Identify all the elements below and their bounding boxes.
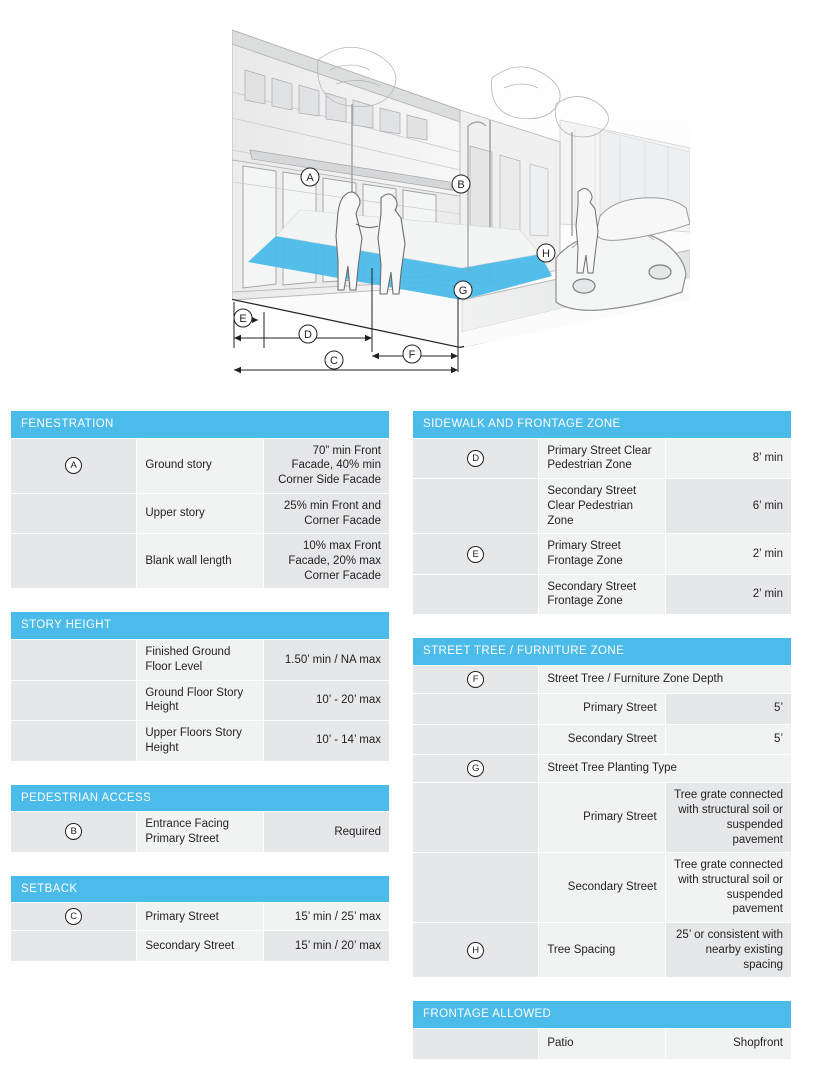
row-value: 10’ - 14’ max <box>263 721 389 761</box>
table-header-row <box>11 784 390 812</box>
callout-b <box>452 175 470 193</box>
table-row <box>413 665 792 693</box>
table-row <box>11 721 390 761</box>
row-key <box>11 931 137 962</box>
row-key <box>11 640 137 680</box>
row-key <box>413 853 539 923</box>
row-label: Entrance Facing Primary Street <box>137 812 263 852</box>
key-badge-empty <box>468 808 483 823</box>
row-value: 1.50’ min / NA max <box>263 640 389 680</box>
row-label: Secondary Street Clear Pedestrian Zone <box>539 479 665 534</box>
row-key <box>11 903 137 931</box>
row-label: Secondary Street <box>539 724 665 755</box>
key-badge-empty <box>66 650 81 665</box>
callout-h <box>537 244 555 262</box>
row-label: Finished Ground Floor Level <box>137 640 263 680</box>
row-label: Tree Spacing <box>539 923 665 978</box>
table-row <box>413 693 792 724</box>
row-value: 15’ min / 25’ max <box>263 903 389 931</box>
row-label: Ground story <box>137 438 263 493</box>
row-label: Secondary Street Frontage Zone <box>539 574 665 614</box>
table-row <box>413 853 792 923</box>
key-badge-empty <box>468 878 483 893</box>
table-row <box>11 680 390 720</box>
row-label: Secondary Street <box>137 931 263 962</box>
frontage-allowed-title: FRONTAGE ALLOWED <box>413 1001 792 1029</box>
row-value: Tree grate connected with structural soil or suspended pavement <box>665 783 791 853</box>
row-key <box>413 923 539 978</box>
table-header-row <box>413 411 792 439</box>
callout-d <box>299 325 317 343</box>
row-value: Tree grate connected with structural soil or suspended pavement <box>665 853 791 923</box>
row-key <box>413 724 539 755</box>
pedestrian-access-title: PEDESTRIAN ACCESS <box>11 784 390 812</box>
row-value: 25% min Front and Corner Facade <box>263 493 389 533</box>
row-value: 8’ min <box>665 438 791 478</box>
row-key <box>413 438 539 478</box>
callout-d-label: D <box>304 329 312 341</box>
table-row <box>11 903 390 931</box>
callout-f <box>403 345 421 363</box>
row-key <box>413 1028 539 1059</box>
sidewalk-frontage-title: SIDEWALK AND FRONTAGE ZONE <box>413 411 792 439</box>
key-badge-empty <box>468 699 483 714</box>
row-key <box>11 438 137 493</box>
key-badge-f: F <box>467 671 484 688</box>
row-value: Required <box>263 812 389 852</box>
street-tree-title: STREET TREE / FURNITURE ZONE <box>413 638 792 666</box>
row-key <box>413 755 539 783</box>
table-row <box>413 724 792 755</box>
row-label: Primary Street Clear Pedestrian Zone <box>539 438 665 478</box>
key-badge-h: H <box>467 942 484 959</box>
row-key <box>11 721 137 761</box>
streetscape-drawing <box>0 0 814 400</box>
row-label: Blank wall length <box>137 534 263 589</box>
table-row <box>413 923 792 978</box>
callout-e-label: E <box>239 313 247 325</box>
table-header-row <box>11 612 390 640</box>
row-label: Street Tree Planting Type <box>539 755 792 783</box>
table-setback <box>10 875 390 962</box>
row-value: 10% max Front Facade, 20% max Corner Facade <box>263 534 389 589</box>
table-header-row <box>413 1001 792 1029</box>
row-value: 15’ min / 20’ max <box>263 931 389 962</box>
table-row <box>11 493 390 533</box>
row-value: 5’ <box>665 724 791 755</box>
table-header-row <box>11 875 390 903</box>
row-value: 6’ min <box>665 479 791 534</box>
table-fenestration <box>10 410 390 589</box>
left-column <box>10 410 390 1082</box>
table-row <box>11 534 390 589</box>
row-value: 70” min Front Facade, 40% min Corner Side Facade <box>263 438 389 493</box>
table-row <box>11 812 390 852</box>
row-value: Shopfront <box>665 1028 791 1059</box>
key-badge-g: G <box>467 760 484 777</box>
row-key <box>413 534 539 574</box>
fenestration-title: FENESTRATION <box>11 411 390 439</box>
callout-a-label: A <box>306 172 314 184</box>
row-value: 25’ or consistent with nearby existing spacing <box>665 923 791 978</box>
table-pedestrian-access <box>10 784 390 853</box>
row-label: Primary Street <box>539 783 665 853</box>
row-key <box>11 680 137 720</box>
row-key <box>413 574 539 614</box>
key-badge-c: C <box>65 908 82 925</box>
callout-c-label: C <box>330 355 338 367</box>
row-key <box>11 534 137 589</box>
row-label: Primary Street Frontage Zone <box>539 534 665 574</box>
key-badge-empty <box>468 730 483 745</box>
callout-h-label: H <box>542 248 550 260</box>
row-label: Street Tree / Furniture Zone Depth <box>539 665 792 693</box>
row-key <box>413 693 539 724</box>
key-badge-empty <box>468 585 483 600</box>
row-label: Patio <box>539 1028 665 1059</box>
key-badge-empty <box>468 496 483 511</box>
right-column <box>412 410 792 1082</box>
key-badge-empty <box>66 690 81 705</box>
table-row <box>11 438 390 493</box>
story-height-title: STORY HEIGHT <box>11 612 390 640</box>
row-label: Ground Floor Story Height <box>137 680 263 720</box>
row-label: Primary Street <box>539 693 665 724</box>
callout-b-label: B <box>457 179 465 191</box>
row-value: 2’ min <box>665 574 791 614</box>
callout-g-label: G <box>458 285 468 297</box>
callout-c <box>325 351 343 369</box>
table-sidewalk-frontage <box>412 410 792 615</box>
row-key <box>11 493 137 533</box>
standards-tables <box>0 410 814 1082</box>
row-key <box>413 783 539 853</box>
key-badge-e: E <box>467 546 484 563</box>
key-badge-empty <box>66 936 81 951</box>
key-badge-a: A <box>65 457 82 474</box>
row-key <box>11 812 137 852</box>
row-label: Upper Floors Story Height <box>137 721 263 761</box>
row-value: 10’ - 20’ max <box>263 680 389 720</box>
table-row <box>11 640 390 680</box>
table-frontage-allowed <box>412 1000 792 1059</box>
key-badge-empty <box>66 731 81 746</box>
table-row <box>413 1028 792 1059</box>
table-row <box>413 438 792 478</box>
table-row <box>11 931 390 962</box>
table-row <box>413 479 792 534</box>
key-badge-b: B <box>65 823 82 840</box>
callout-e <box>234 309 252 327</box>
table-story-height <box>10 611 390 761</box>
streetscape-illustration <box>0 0 814 400</box>
row-key <box>413 665 539 693</box>
callout-f-label: F <box>408 349 416 361</box>
table-header-row <box>413 638 792 666</box>
row-value: 2’ min <box>665 534 791 574</box>
row-value: 5’ <box>665 693 791 724</box>
table-row <box>413 574 792 614</box>
callout-a <box>301 168 319 186</box>
key-badge-empty <box>66 504 81 519</box>
row-key <box>413 479 539 534</box>
row-label: Upper story <box>137 493 263 533</box>
table-street-tree <box>412 637 792 978</box>
row-label: Primary Street <box>137 903 263 931</box>
key-badge-empty <box>66 552 81 567</box>
callout-g <box>454 281 472 299</box>
key-badge-d: D <box>467 450 484 467</box>
table-row <box>413 534 792 574</box>
setback-title: SETBACK <box>11 875 390 903</box>
table-row <box>413 755 792 783</box>
table-row <box>413 783 792 853</box>
key-badge-empty <box>468 1034 483 1049</box>
row-label: Secondary Street <box>539 853 665 923</box>
table-header-row <box>11 411 390 439</box>
